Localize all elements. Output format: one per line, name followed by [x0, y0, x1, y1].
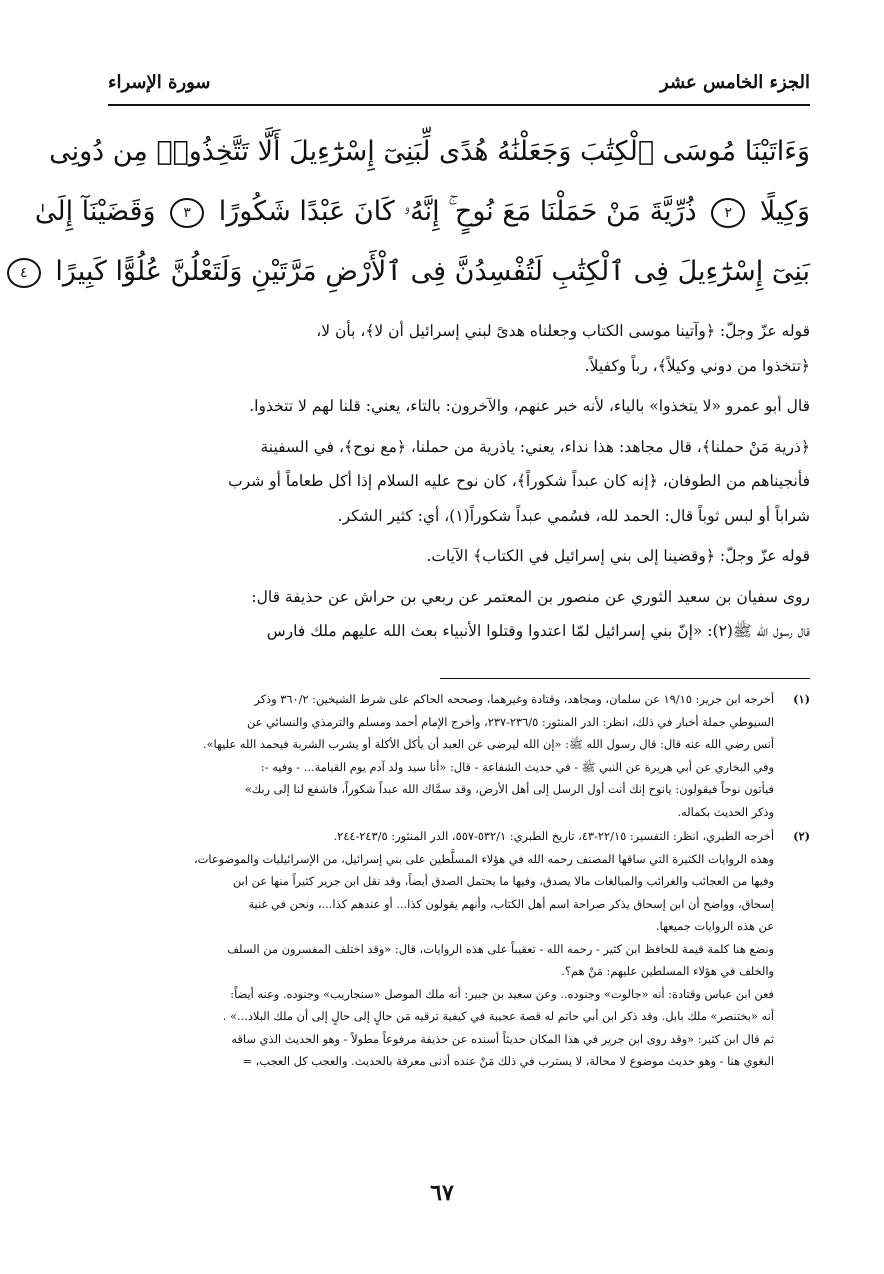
footnote-line: فعن ابن عباس وقتادة: أنه «جالوت» وجنوده.. وعن سعيد بن جبير: أنه ملك الموصل «سنجاريب» وجنوده. وعنه أيضاً: — [230, 986, 774, 1001]
footnote-divider — [440, 678, 810, 679]
quran-line — [34, 182, 810, 242]
footnote-line: السيوطي جملة أخبار في ذلك، انظر: الدر المنثور: ٢٣٦/٥-٢٣٧، وأخرج الإمام أحمد ومسلم والترمذي والنسائي عن — [246, 714, 774, 729]
footnote-line: ثم قال ابن كثير: «وقد روى ابن جرير في هذا المكان حديثاً أسنده عن حذيفة مرفوعاً مطولاً - وهو الحديث الذي ساقه — [231, 1031, 774, 1046]
paragraph-line: فأنجيناهم من الطوفان، ﴿إنه كان عبداً شكوراً﴾، كان نوح عليه السلام إذا أكل طعاماً أو شرب — [228, 472, 810, 490]
footnote-1 — [108, 688, 810, 823]
footnote-number: (٢) — [793, 829, 810, 843]
footnote-line: والخلف في هؤلاء المسلطين عليهم: مَنْ هم؟. — [561, 964, 774, 978]
verse-text: بَنِىٓ إِسْرَٰٓءِيلَ فِى ٱلْكِتَٰبِ لَتُفْسِدُنَّ فِى ٱلْأَرْضِ مَرَّتَيْنِ وَلَتَعْلُنَّ عُلُوًّا كَبِيرًا — [55, 256, 810, 287]
juz-title: الجزء الخامس عشر — [660, 71, 810, 93]
footnote-number: (١) — [793, 692, 810, 706]
verse-text: وَقَضَيْنَآ إِلَىٰ — [34, 196, 156, 227]
quran-line — [19, 242, 810, 302]
footnote-line: أنس رضي الله عنه قال: قال رسول الله ﷺ: «إن الله ليرضى عن العبد أن يأكل الأكلة أو يشرب الشربة فيحمد الله عليها». — [202, 737, 774, 751]
paragraph — [108, 314, 810, 383]
surah-title: سورة الإسراء — [108, 71, 211, 93]
footnote-line: أخرجه الطبري، انظر: التفسير: ٢٢/١٥-٤٣، تاريخ الطبري: ٥٣٢/١-٥٥٧، الدر المنثور: ٢٤٣/٥-٢٤٤. — [333, 829, 774, 843]
verse-text: ذُرِّيَّةَ مَنْ حَمَلْنَا مَعَ نُوحٍ ۚ إِنَّهُۥ كَانَ عَبْدًا شَكُورًا — [218, 196, 697, 227]
ayah-number-marker: ٢ — [711, 198, 745, 228]
paragraph-line: ﴿تتخذوا من دوني وكيلاً﴾، رباً وكفيلاً. — [584, 356, 810, 375]
footnote-line: وهذه الروايات الكثيرة التي ساقها المصنف رحمه الله في هؤلاء المسلَّطين على بني إسرائيل، من الإسرائيليات والموضوعات، — [194, 851, 774, 866]
footnote-line: أنه «بختنصر» ملك بابل. وقد ذكر ابن أبي حاتم له قصة عجيبة في كيفية ترقيه مَن حالٍ إلى حالٍ إلى أن ملك البلاد...» . — [222, 1009, 774, 1023]
paragraph-line: قوله عزّ وجلّ: ﴿وآتينا موسى الكتاب وجعلناه هدىً لبني إسرائيل أن لا﴾، بأن لا، — [316, 322, 810, 340]
footnote-line: ونضع هنا كلمة قيمة للحافظ ابن كثير - رحمه الله - تعقيباً على هذه الروايات، قال: «وقد اختلف المفسرون من السلف — [227, 941, 774, 956]
paragraph-line: شراباً أو لبس ثوباً قال: الحمد لله، فسُمي عبداً شكوراً(١)، أي: كثير الشكر. — [337, 506, 810, 525]
footnote-line: وفي البخاري عن أبي هريرة عن النبي ﷺ - في حديث الشفاعة - قال: «أنا سيد ولد آدم يوم القيامة... - وفيه -: — [260, 759, 774, 774]
footnote-text — [108, 825, 774, 1073]
paragraph — [108, 580, 810, 649]
verse-text: وَكِيلًا — [759, 196, 810, 227]
page-number: ٦٧ — [430, 1180, 454, 1206]
quran-line — [49, 122, 810, 182]
header-divider — [108, 104, 810, 106]
paragraph — [108, 430, 810, 534]
verse-text: وَءَاتَيْنَا مُوسَى ٱلْكِتَٰبَ وَجَعَلْنَٰهُ هُدًى لِّبَنِىٓ إِسْرَٰٓءِيلَ أَلَّا تَتَّخِذُوا۟ مِن دُونِى — [49, 136, 810, 167]
footnote-line: وذكر الحديث بكماله. — [677, 804, 774, 819]
footnote-line: وفيها من العجائب والغرائب والمبالغات مالا يصدق، وفيها ما يحتمل الصدق أيضاً، وقد نقل ابن جرير كثيراً منها عن ابن — [232, 874, 774, 888]
ayah-number-marker: ٣ — [170, 198, 204, 228]
ayah-number-marker: ٤ — [7, 258, 41, 288]
footnote-line: عن هذه الروايات جميعها. — [655, 919, 774, 933]
footnote-line: البغوي هنا - وهو حديث موضوع لا محالة، لا يسترب في ذلك مَنْ عنده أدنى معرفة بالحديث. والعجب كل العجب، = — [242, 1054, 774, 1068]
footnote-line: فيأتون نوحاً فيقولون: يانوح إنك أنت أول الرسل إلى أهل الأرض، وقد سمَّاك الله عبداً شكوراً، فاشفع لنا إلى ربك» — [244, 782, 774, 796]
paragraph-line: قوله عزّ وجلّ: ﴿وقضينا إلى بني إسرائيل في الكتاب﴾ الآيات. — [426, 547, 810, 565]
paragraph-line: ﴿ذرية مَنْ حملنا﴾، قال مجاهد: هذا نداء، يعني: ياذرية من حملنا، ﴿مع نوح﴾، في السفينة — [260, 437, 810, 456]
paragraph-line: قال أبو عمرو «لا يتخذوا» بالياء، لأنه خبر عنهم، والآخرون: بالتاء، يعني: قلنا لهم لا تتخذوا. — [249, 397, 810, 415]
quran-verses — [19, 122, 810, 302]
page-header — [108, 62, 810, 102]
paragraph — [108, 539, 810, 574]
footnote-line: أخرجه ابن جرير: ١٩/١٥ عن سلمان، ومجاهد، وقتادة وغيرهما، وصححه الحاكم على شرط الشيخين: ٣٦٠/٢ وذكر — [254, 692, 774, 706]
paragraph — [108, 389, 810, 424]
paragraph-line: قال رسول الله ﷺ(٢): «إنّ بني إسرائيل لمّا اعتدوا وقتلوا الأنبياء بعث الله عليهم ملك فارس — [266, 622, 810, 640]
footnote-text — [108, 688, 774, 823]
footnote-2 — [108, 825, 810, 1073]
footnote-line: إسحاق، وواضح أن ابن إسحاق يذكر صراحة اسم أهل الكتاب، وأنهم يقولون كذا... أو عندهم كذا...، ونحن في غنية — [248, 896, 774, 911]
footnotes — [108, 688, 810, 1075]
paragraph-line: روى سفيان بن سعيد الثوري عن منصور بن المعتمر عن ربعي بن حراش عن حذيفة قال: — [251, 587, 810, 606]
commentary-body — [108, 314, 810, 655]
